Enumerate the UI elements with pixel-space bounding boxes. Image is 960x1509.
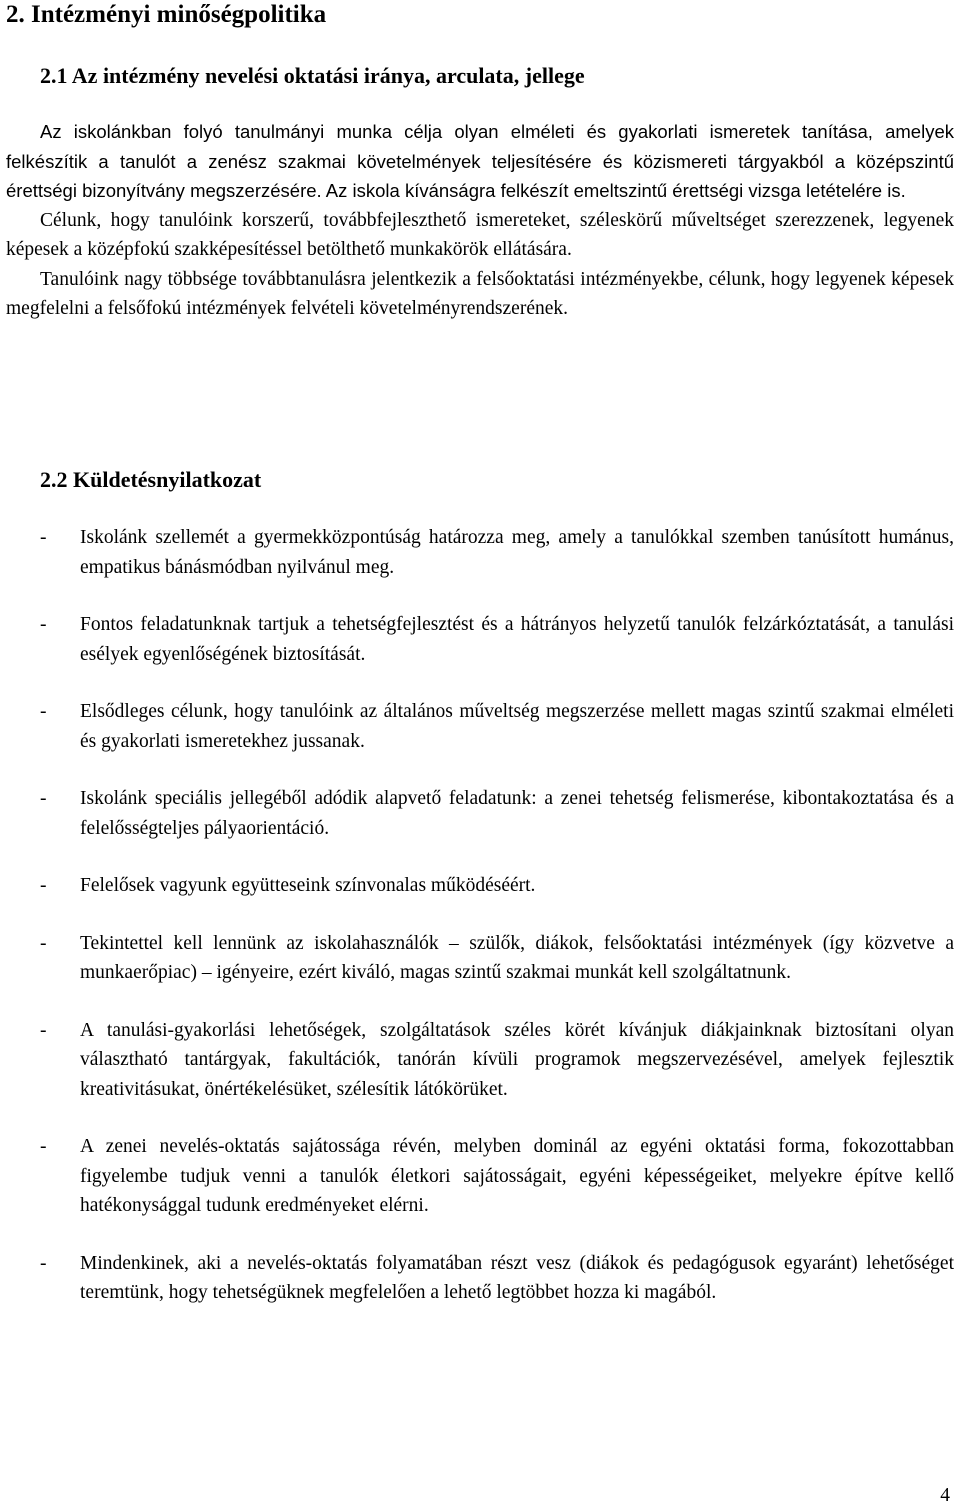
paragraph-2: Célunk, hogy tanulóink korszerű, továbbfejleszthető ismereteket, széleskörű műveltséget szerezzenek, legyenek képesek a középfokú szakképesítéssel betölthető munkakörök ellátására. [6,209,954,260]
section-2-1-body [6,117,954,324]
mission-statement-list [6,523,954,1336]
list-item [6,697,954,756]
list-item [6,523,954,582]
list-item [6,784,954,843]
paragraph-1: Az iskolánkban folyó tanulmányi munka célja olyan elméleti és gyakorlati ismeretek tanítása, amelyek felkészítik a tanulót a zenész szakmai követelmények teljesítésére és közismereti tárgyakból a középszintű érettségi bizonyítvány megszerzésére. Az iskola kívánságra felkészít emeltszintű érettségi vizsga letételére is. [6,121,954,201]
bullet-dash: - [40,875,47,896]
bullet-dash: - [40,788,47,809]
bullet-dash: - [40,701,47,722]
bullet-dash: - [40,527,47,548]
section-heading-2-1: 2.1 Az intézmény nevelési oktatási iránya, arculata, jellege [40,63,585,88]
list-item-text: Felelősek vagyunk együtteseink színvonalas működéséért. [80,875,536,896]
list-item-text: Iskolánk szellemét a gyermekközpontúság határozza meg, amely a tanulókkal szemben tanúsított humánus, empatikus bánásmódban nyilvánul meg. [80,527,954,578]
list-item-text: Elsődleges célunk, hogy tanulóink az általános műveltség megszerzése mellett magas szintű szakmai elméleti és gyakorlati ismeretekhez jussanak. [80,701,954,752]
bullet-dash: - [40,1019,47,1041]
list-item-text: Tekintettel kell lennünk az iskolahasználók – szülők, diákok, felsőoktatási intézmények (így közvetve a munkaerőpiac) – igényeire, ezért kiváló, magas szintű szakmai munkát kell szolgáltatnunk. [80,932,954,983]
list-item [6,1249,954,1308]
section-heading-2-2: 2.2 Küldetésnyilatkozat [40,467,262,492]
list-item [6,1016,954,1105]
list-item-text: Iskolánk speciális jellegéből adódik alapvető feladatunk: a zenei tehetség felismerése, kibontakoztatása és a felelősségteljes pályaorientáció. [80,788,954,839]
list-item [6,610,954,669]
page-number: 4 [940,1485,950,1506]
list-item-text: A zenei nevelés-oktatás sajátossága révén, melyben dominál az egyéni oktatási forma, fokozottabban figyelembe tudjuk venni a tanulók életkori sajátosságait, egyéni képességeiket, melyekre építve kellő hatékonysággal tudunk eredményeket elérni. [80,1136,954,1216]
list-item-text: Fontos feladatunknak tartjuk a tehetségfejlesztést és a hátrányos helyzetű tanulók felzárkóztatását, a tanulási esélyek egyenlőségének biztosítását. [80,614,954,665]
paragraph-3: Tanulóink nagy többsége továbbtanulásra jelentkezik a felsőoktatási intézményekbe, célunk, hogy legyenek képesek megfelelni a felsőfokú intézmények felvételi követelményrendszerének. [6,268,954,319]
bullet-dash: - [40,1252,47,1274]
list-item [6,929,954,988]
bullet-dash: - [40,932,47,954]
document-page [6,0,954,1509]
chapter-heading: 2. Intézményi minőségpolitika [6,1,327,28]
list-item-text: A tanulási-gyakorlási lehetőségek, szolgáltatások széles körét kívánjuk diákjainknak biztosítani olyan választható tantárgyak, fakultációk, tanórán kívüli programok megszervezésével, amelyek fejlesztik kreativitásukat, önértékelésüket, szélesítik látókörüket. [80,1019,954,1100]
list-item [6,871,954,901]
bullet-dash: - [40,614,47,635]
list-item [6,1132,954,1221]
bullet-dash: - [40,1136,47,1157]
list-item-text: Mindenkinek, aki a nevelés-oktatás folyamatában részt vesz (diákok és pedagógusok egyaránt) lehetőséget teremtünk, hogy tehetségüknek megfelelően a lehető legtöbbet hozza ki magából. [80,1252,954,1303]
